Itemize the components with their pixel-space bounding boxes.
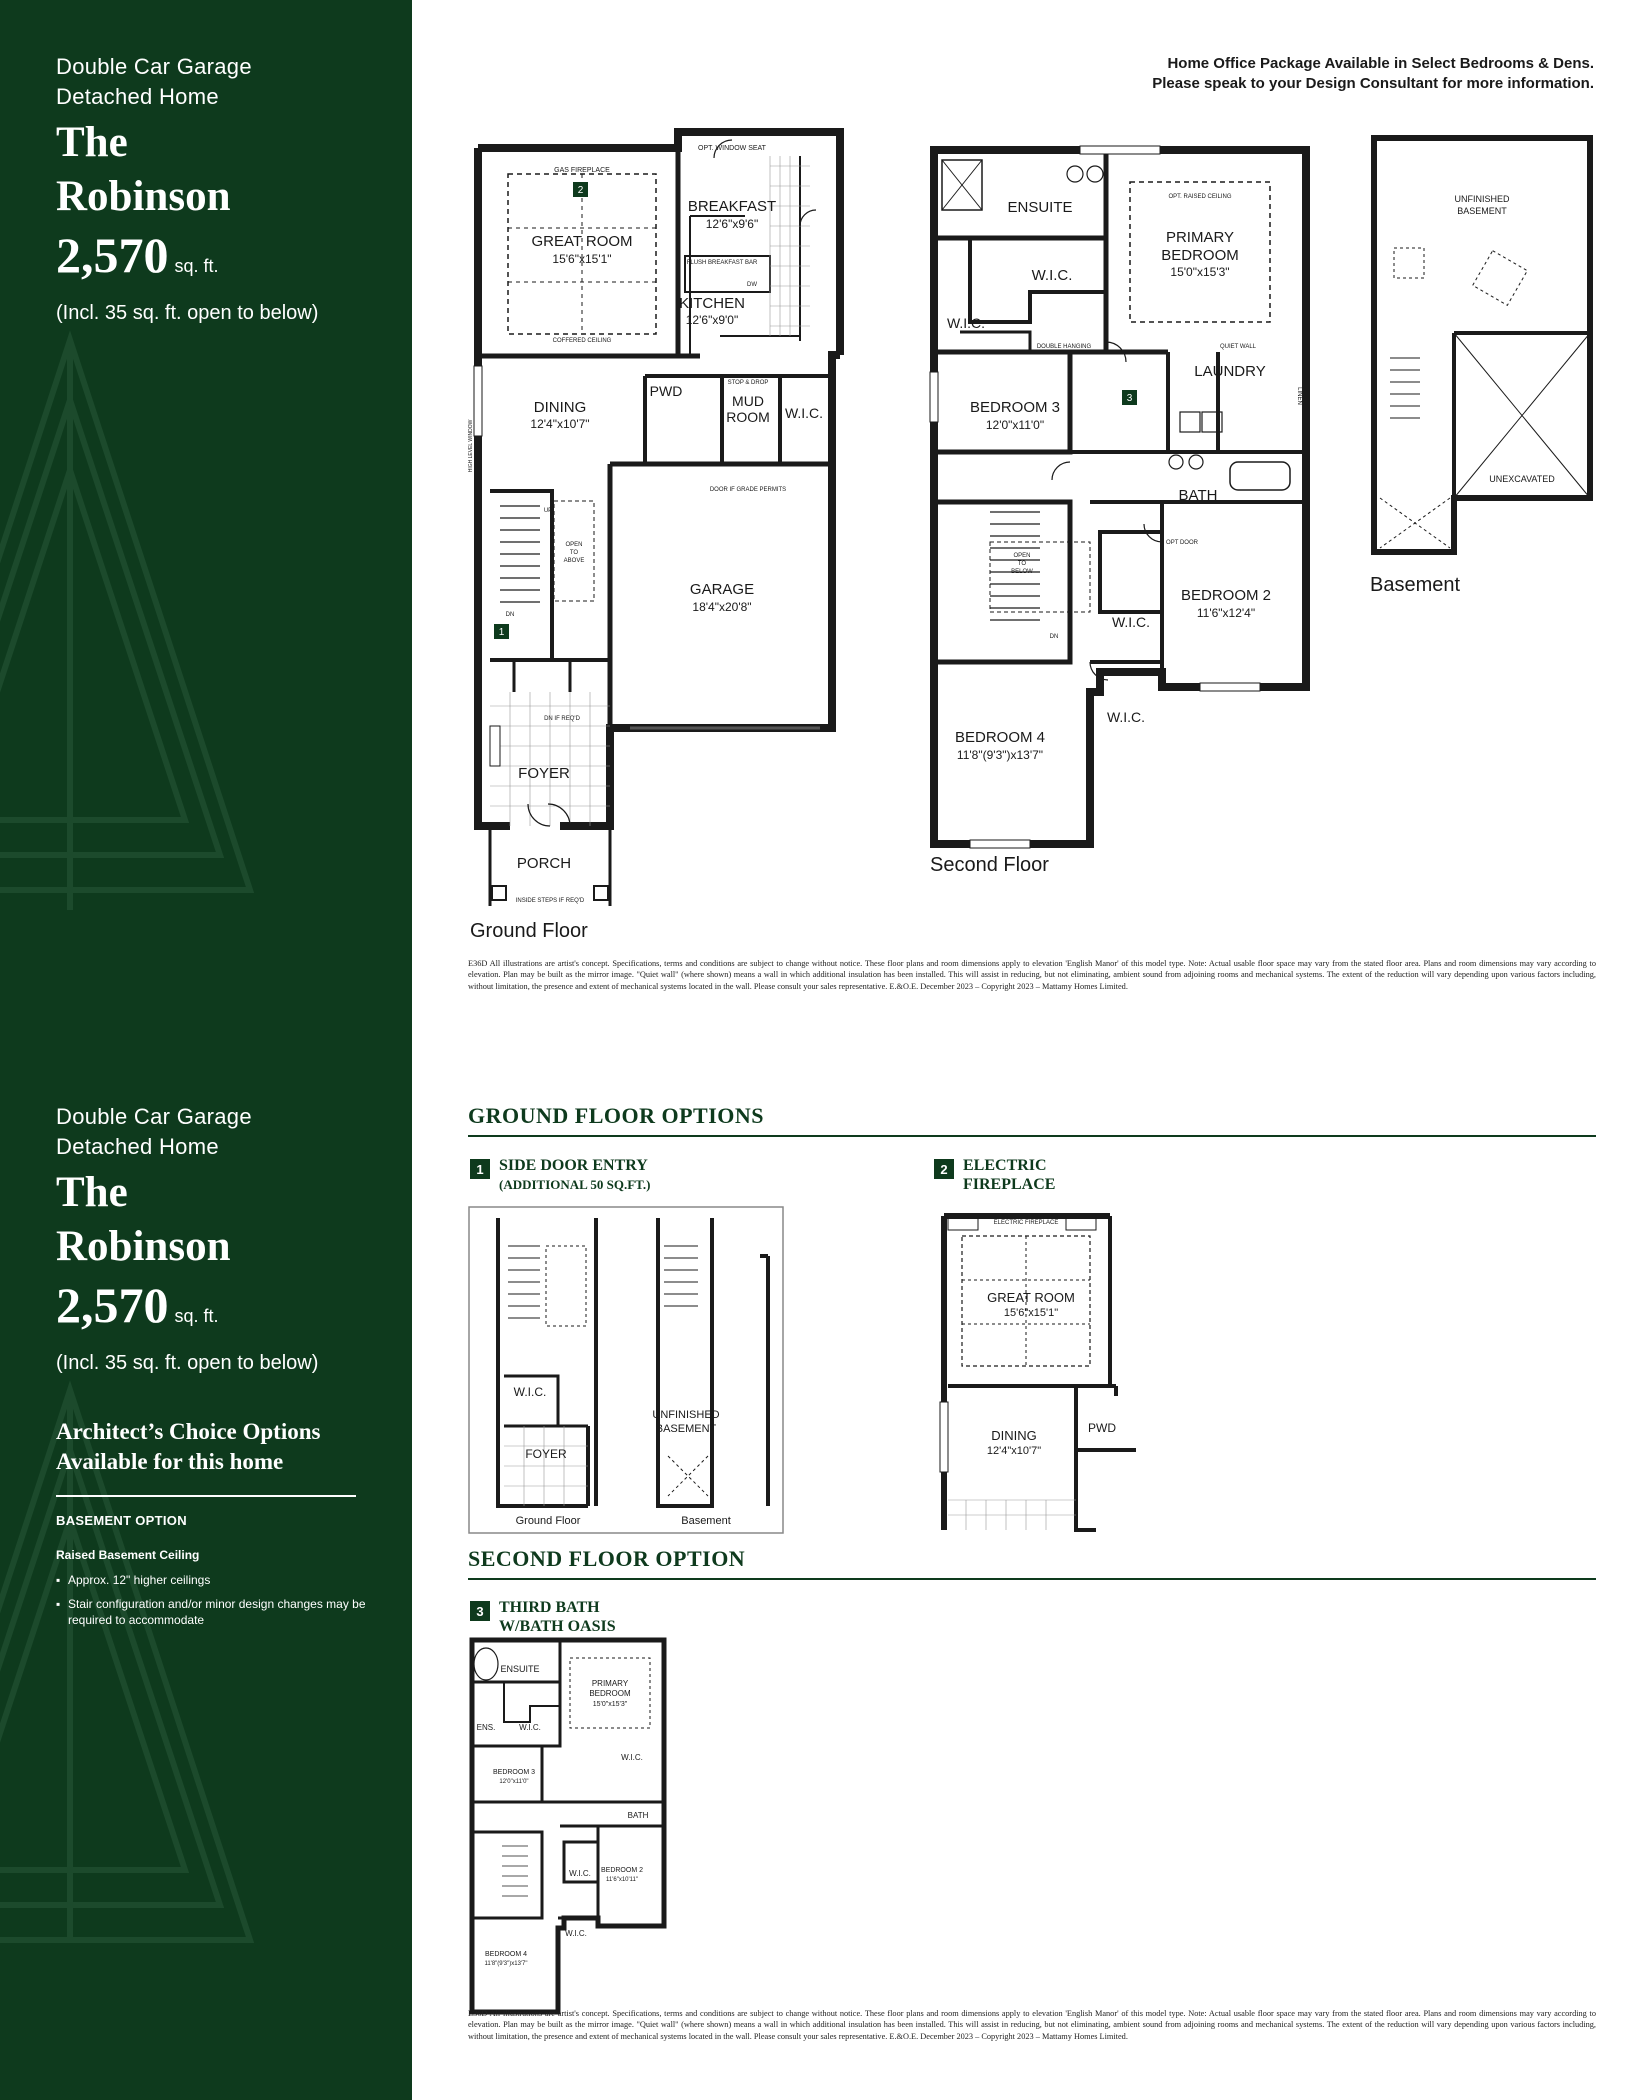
room-label-bedroom-2: BEDROOM 2 [600,1867,644,1874]
room-dim: 15'0"x15'3" [592,1701,628,1708]
model-summary-top [56,52,318,327]
plan-note: OPEN [565,542,583,548]
room-label-wic: W.I.C. [519,1723,541,1732]
basement-option-heading: BASEMENT OPTION [56,1513,187,1528]
plan-note: INSIDE STEPS IF REQ'D [515,898,585,904]
room-label-unfinished: UNFINISHED [1454,194,1510,204]
plan-note: OPT. WINDOW SEAT [698,145,766,152]
list-item: ▪ Approx. 12" higher ceilings [56,1572,368,1588]
divider [56,1495,356,1497]
plan-note: OPEN [1013,553,1031,559]
room-label-unfinished: UNFINISHED [652,1409,720,1421]
room-label-bath: BATH [1178,487,1218,504]
room-label-wic: W.I.C. [565,1929,587,1938]
architect-options-title: Available for this home [56,1449,284,1474]
room-label-foyer: FOYER [525,1447,567,1461]
plan-note: OPT. RAISED CEILING [1168,194,1232,200]
room-label-bath: BATH [627,1811,649,1820]
room-label-bedroom-4: BEDROOM 4 [954,729,1046,746]
room-label-wic: W.I.C. [946,315,986,331]
section-title-ground-options: GROUND FLOOR OPTIONS [468,1103,765,1128]
room-label-dining: DINING [991,1428,1037,1443]
architect-options-title: Architect’s Choice Options [56,1419,321,1444]
plan-note: DN IF REQ'D [544,716,580,722]
square-footage: 2,570 sq. ft. [56,227,219,283]
room-label-kitchen: KITCHEN [679,295,745,312]
room-label-porch: PORCH [516,855,572,872]
plan-note: FLUSH BREAKFAST BAR [686,260,758,266]
plan-note: DOUBLE HANGING [1036,344,1092,350]
room-dim: 11'8"(9'3")x13'7" [956,748,1044,762]
plan-note: TO [1017,561,1027,567]
decorative-tree-icon [0,330,412,910]
room-dim: 11'6"x10'11" [605,1877,639,1883]
section-title-second-option: SECOND FLOOR OPTION [468,1546,746,1571]
room-dim: 11'8"(9'3")x13'7" [484,1961,528,1967]
option-third-bath-plan [468,1636,668,2014]
open-below-note: (Incl. 35 sq. ft. open to below) [56,302,319,324]
plan-note: LINEN [1296,387,1302,405]
room-dim: 12'6"x9'0" [685,313,739,327]
option-fireplace-plan [936,1210,1136,1536]
room-dim: 15'6"x15'1" [552,252,612,266]
room-label-wic: W.I.C. [621,1753,643,1762]
room-label-wic: W.I.C. [784,405,824,421]
room-label-primary-bedroom: PRIMARY [1165,229,1235,246]
plan-note: DOOR IF GRADE PERMITS [709,487,787,493]
room-label-foyer: FOYER [518,765,570,782]
option-number: 3 [470,1601,490,1621]
plan-note: DN [1049,634,1059,640]
room-label-wic: W.I.C. [1106,709,1146,725]
plan-note: COFFERED CEILING [552,338,612,344]
room-label-unexcavated: UNEXCAVATED [1489,474,1555,484]
plan-note: HIGH LEVEL WINDOW [468,419,474,473]
plan-note: DN [505,612,515,618]
option-electric-fireplace [934,1156,1055,1194]
room-label-wic: W.I.C. [569,1869,591,1878]
option-side-door-entry [470,1156,650,1194]
model-name: Robinson [56,173,231,220]
room-dim: 11'6"x12'4" [1196,606,1256,620]
basement-option-list [56,1572,368,1628]
model-name: The [56,1169,128,1216]
room-label-bedroom-4: BEDROOM 4 [484,1951,528,1958]
room-label-wic: W.I.C. [1111,614,1151,630]
room-dim: 15'6"x15'1" [1003,1307,1059,1319]
plan-caption: Basement [681,1515,731,1527]
plan-caption: Ground Floor [515,1515,581,1527]
room-label-bedroom-2: BEDROOM 2 [1180,587,1272,604]
model-summary-bottom [56,1102,368,1636]
room-label-wic: W.I.C. [1031,267,1073,284]
room-label-basement: BASEMENT [1457,206,1507,216]
ground-floor-plan [470,126,850,916]
model-name: The [56,119,128,166]
floor-label-second: Second Floor [930,854,1049,876]
room-label-pwd: PWD [1088,1421,1116,1435]
room-label-primary-bedroom: BEDROOM [589,1689,631,1698]
disclaimer-text: E36D All illustrations are artist's concept. Specifications, terms and conditions are subject to change without notice. These floor plans and room dimensions apply to elevation 'English Manor' of this model type. Note: Actual usable floor space may vary from the stated floor area. Plans and room dimensions may vary according to elevation. Plan may be built as the mirror image. "Quiet wall" (where shown) means a wall in which additional insulation has been installed. This will assist in reducing, but not eliminating, ambient sound from adjoining rooms and mechanical systems. The extent of the reduction will vary depending upon various factors including, without limitation, the presence and extent of mechanical systems located in the wall. Please consult your sales representative. E.&O.E. December 2023 – Copyright 2023 – Mattamy Homes Limited. [468,959,1596,991]
basement-option-name: Raised Basement Ceiling [56,1548,200,1562]
room-label-basement: BASEMENT [655,1423,717,1435]
plan-note: QUIET WALL [1219,344,1257,350]
basement-plan [1370,118,1600,558]
plan-note: BELOW [1011,569,1033,575]
room-label-great-room: GREAT ROOM [531,233,633,250]
second-floor-plan [930,142,1316,844]
divider [468,1578,1596,1580]
home-type-line: Double Car Garage [56,54,252,79]
room-dim: 12'4"x10'7" [530,417,590,431]
home-type-line: Detached Home [56,1134,219,1159]
sidebar [0,0,412,2100]
room-label-ensuite-small: ENS. [476,1723,496,1732]
room-dim: 15'0"x15'3" [1170,265,1230,279]
option-title: FIREPLACE [963,1176,1056,1193]
option-title: SIDE DOOR ENTRY [499,1157,648,1174]
room-label-great-room: GREAT ROOM [987,1290,1075,1305]
callout-2: 2 [577,185,584,196]
room-label-bedroom-3: BEDROOM 3 [492,1769,536,1776]
disclaimer-text: E36D All illustrations are artist's concept. Specifications, terms and conditions are subject to change without notice. These floor plans and room dimensions apply to elevation 'English Manor' of this model type. Note: Actual usable floor space may vary from the stated floor area. Plans and room dimensions may vary according to elevation. Plan may be built as the mirror image. "Quiet wall" (where shown) means a wall in which additional insulation has been installed. This will assist in reducing, but not eliminating, ambient sound from adjoining rooms and mechanical systems. The extent of the reduction will vary depending upon various factors including, without limitation, the presence and extent of mechanical systems located in the wall. Please consult your sales representative. E.&O.E. December 2023 – Copyright 2023 – Mattamy Homes Limited. [468,2009,1596,2041]
plan-note: ABOVE [563,558,585,564]
open-below-note: (Incl. 35 sq. ft. open to below) [56,1352,319,1374]
room-dim: 12'0"x11'0" [985,418,1045,432]
home-type-line: Double Car Garage [56,1104,252,1129]
floor-label-ground: Ground Floor [470,920,588,942]
option-subtitle: (ADDITIONAL 50 SQ.FT.) [499,1177,651,1192]
option-title: THIRD BATH [499,1599,600,1616]
plan-note: UP [543,508,553,514]
square-footage: 2,570 sq. ft. [56,1277,219,1333]
list-item: ▪ Stair configuration and/or minor design changes may be required to accommodate [56,1596,368,1628]
model-name: Robinson [56,1223,231,1270]
option-side-door-plan [468,1206,786,1536]
room-label-bedroom-3: BEDROOM 3 [969,399,1061,416]
option-title: W/BATH OASIS [499,1618,616,1635]
room-dim: 12'6"x9'6" [705,217,759,231]
plan-note: STOP & DROP [727,380,769,386]
floor-label-basement: Basement [1370,574,1461,596]
room-label-garage: GARAGE [689,581,755,598]
room-label-primary-bedroom: BEDROOM [1161,247,1239,264]
room-label-ensuite: ENSUITE [1007,199,1073,216]
option-number: 2 [934,1159,954,1179]
room-dim: 12'4"x10'7" [986,1445,1042,1457]
home-type-line: Detached Home [56,84,219,109]
room-label-pwd: PWD [649,383,683,399]
home-office-note: Home Office Package Available in Select Bedrooms & Dens. Please speak to your Design Consultant for more information. [1152,55,1594,92]
room-label-breakfast: BREAKFAST [687,198,777,215]
plan-note: OPT DOOR [1166,540,1198,546]
room-label-primary-bedroom: PRIMARY [591,1679,629,1688]
plan-note: GAS FIREPLACE [554,167,610,174]
plan-note: DW [747,282,757,288]
room-dim: 12'0"x11'0" [499,1779,529,1785]
room-label-ensuite: ENSUITE [500,1664,540,1674]
room-label-dining: DINING [533,399,587,416]
room-label-wic: W.I.C. [513,1385,547,1399]
room-label-laundry: LAUNDRY [1194,363,1266,380]
option-third-bath [470,1598,616,1636]
option-title: ELECTRIC [963,1157,1047,1174]
plan-note: TO [569,550,579,556]
room-label-mud-room: MUD [732,393,764,409]
callout-3: 3 [1126,393,1133,404]
option-number: 1 [470,1159,490,1179]
divider [468,1135,1596,1137]
room-label-mud-room: ROOM [726,409,770,425]
callout-1: 1 [498,627,505,638]
plan-note: ELECTRIC FIREPLACE [993,1220,1059,1226]
room-dim: 18'4"x20'8" [692,600,752,614]
